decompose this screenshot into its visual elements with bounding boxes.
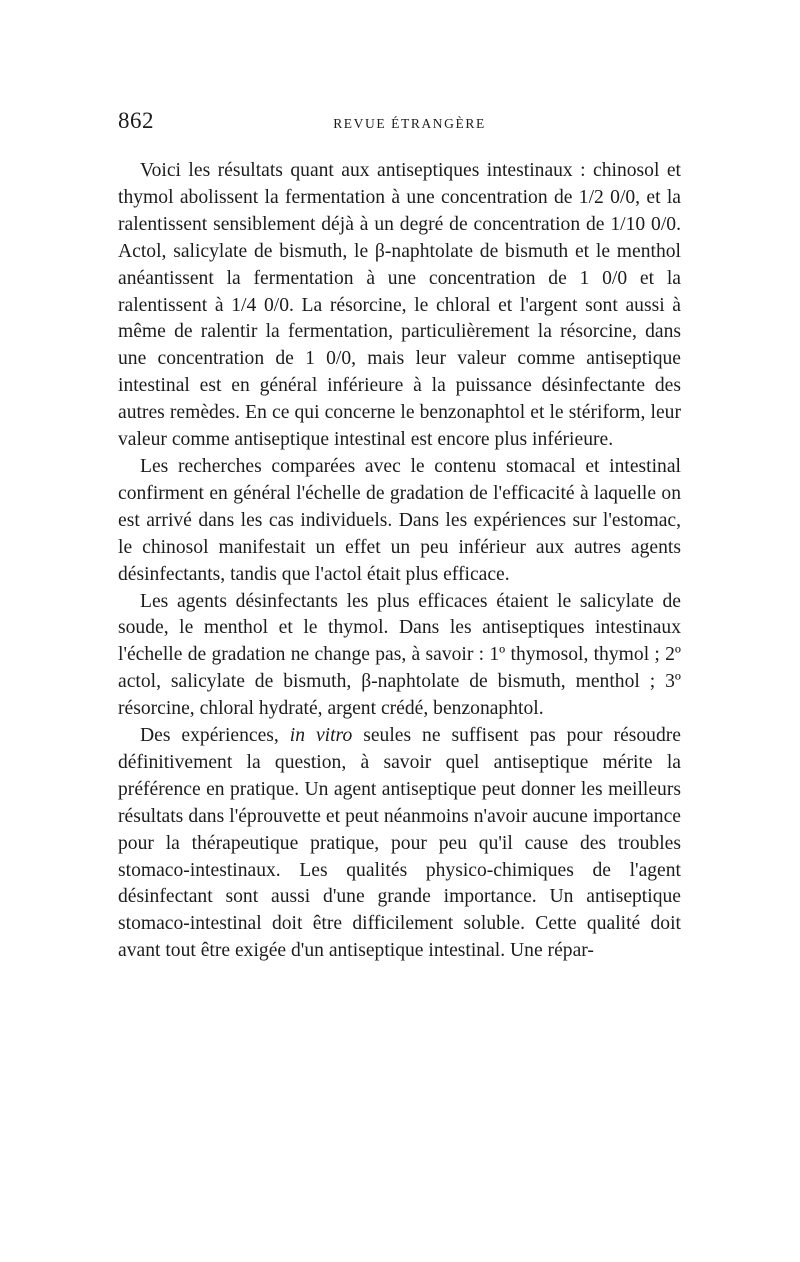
italic-in-vitro: in vitro [289, 725, 353, 747]
paragraph-text-start: Des expériences, [140, 725, 290, 747]
book-page [118, 108, 681, 965]
paragraph-recherches-comparees: Les recherches comparées avec le contenu stomacal et intestinal confirment en général l'échelle de gradation de l'efficacité à laquelle on est arrivé dans les cas individuels. Dans les expériences sur l'estomac, le chinosol manifestait un effet un peu inférieur aux autres agents désinfectants, tandis que l'actol était plus efficace. [118, 455, 681, 585]
paragraph-agents-desinfectants: Les agents désinfectants les plus efficaces étaient le salicylate de soude, le menthol et le thymol. Dans les antiseptiques intestinaux l'échelle de gradation ne change pas, à savoir : 1º thymosol, thymol ; 2º actol, salicylate de bismuth, β-naphtolate de bismuth, menthol ; 3º résorcine, chloral hydraté, argent crédé, benzonaphtol. [118, 590, 681, 720]
paragraph-text-end: seules ne suffisent pas pour résoudre définitivement la question, à savoir quel antiseptique mérite la préférence en pratique. Un agent antiseptique peut donner les meilleurs résultats dans l'éprouvette et peut néanmoins n'avoir aucune importance pour la thérapeutique pratique, pour peu qu'il cause des troubles stomaco-intestinaux. Les qualités physico-chimiques de l'agent désinfectant sont aussi d'une grande importance. Un antiseptique stomaco-intestinal doit être difficilement soluble. Cette qualité doit avant tout être exigée d'un antiseptique intestinal. Une répar- [118, 725, 681, 962]
page-header [118, 108, 681, 148]
paragraph-experiences-in-vitro [118, 723, 681, 965]
running-title: REVUE ÉTRANGÈRE [333, 116, 486, 131]
paragraph-antiseptiques-intestinaux: Voici les résultats quant aux antiseptiques intestinaux : chinosol et thymol abolissent la fermentation à une concentration de 1/2 0/0, et la ralentissent sensiblement déjà à un degré de concentration de 1/10 0/0. Actol, salicylate de bismuth, le β-naphtolate de bismuth et le menthol anéantissent la fermentation à une concentration de 1 0/0 et la ralentissent à 1/4 0/0. La résorcine, le chloral et l'argent sont aussi à même de ralentir la fermentation, particulièrement la résorcine, dans une concentration de 1 0/0, mais leur valeur comme antiseptique intestinal est en général inférieure à la puissance désinfectante des autres remèdes. En ce qui concerne le benzonaphtol et le stériform, leur valeur comme antiseptique intestinal est encore plus inférieure. [118, 160, 681, 451]
page-number: 862 [118, 108, 154, 133]
body-text [118, 158, 681, 965]
